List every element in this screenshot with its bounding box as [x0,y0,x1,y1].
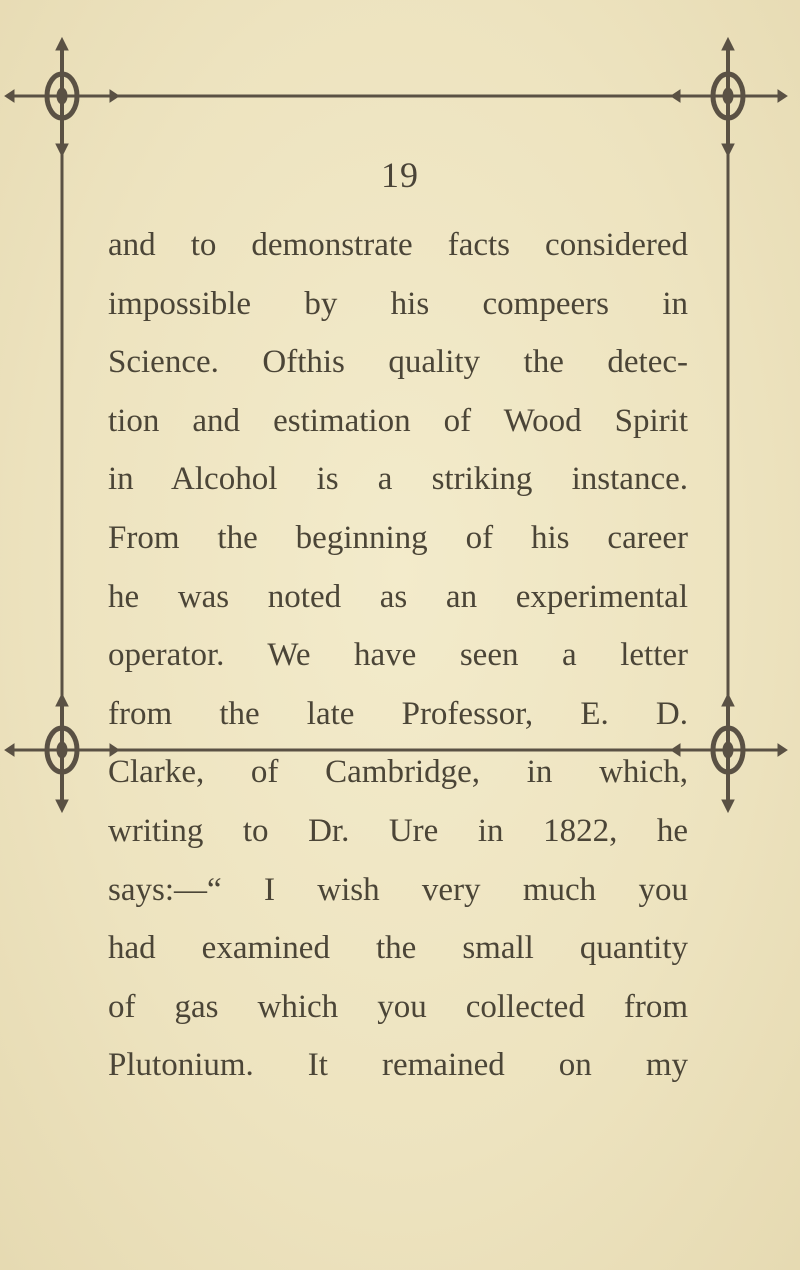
corner-ornament-top-right [671,38,787,156]
corner-ornament-bottom-left [5,694,119,812]
text-line: Science. Ofthis quality the detec- [108,344,688,381]
text-line: had examined the small quantity [108,930,688,967]
page-number: 19 [381,155,419,195]
text-line: From the beginning of his career [108,519,688,556]
text-line: in Alcohol is a striking instance. [108,461,688,498]
text-line: tion and estimation of Wood Spirit [108,402,688,439]
text-line: writing to Dr. Ure in 1822, he [108,812,688,849]
text-line: Clarke, of Cambridge, in which, [108,754,688,791]
text-line: Plutonium. It remained on my [108,1047,688,1084]
text-line: impossible by his compeers in [108,285,688,322]
text-line: says:—“ I wish very much you [108,871,688,908]
text-line: he was noted as an experimental [108,578,688,615]
text-line: from the late Professor, E. D. [108,695,688,732]
text-line: of gas which you collected from [108,988,688,1025]
text-line: and to demonstrate facts considered [108,227,688,263]
body-text [108,216,688,1095]
text-line: operator. We have seen a letter [108,637,688,674]
corner-ornament-top-left [5,38,119,156]
corner-ornament-bottom-right [671,694,787,812]
